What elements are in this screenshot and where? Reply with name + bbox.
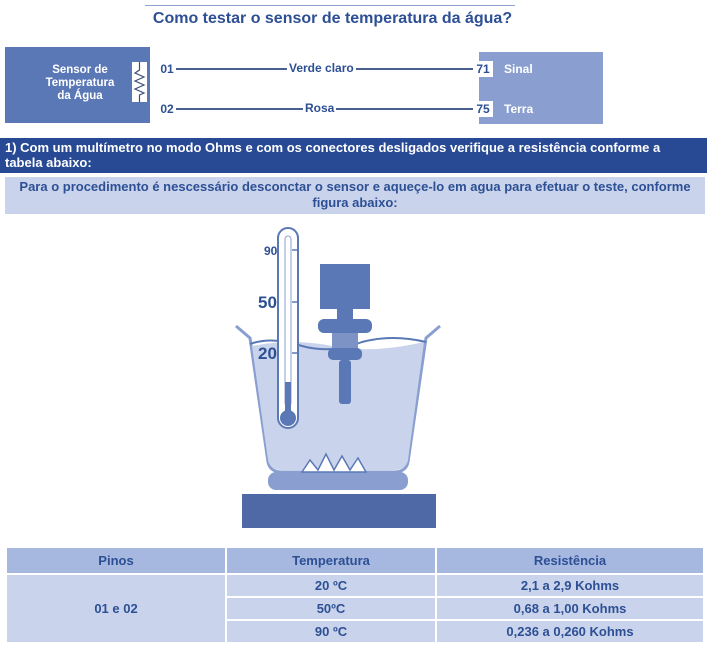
procedure-note: Para o procedimento é nescessário desconctar o sensor e aqueçe-lo em agua para efetuar o teste, conforme figura abaixo:: [5, 177, 705, 214]
thermometer-tick-50: 50: [258, 293, 277, 312]
sensor-label-line1: Sensor de: [52, 64, 108, 76]
resistance-table: [5, 548, 705, 642]
cell-pins: 01 e 02: [7, 573, 225, 642]
page-title: Como testar o sensor de temperatura da água?: [152, 10, 513, 27]
resistor-symbol-icon: [131, 61, 148, 103]
header-temperatura: Temperatura: [227, 548, 435, 573]
cell-temperature: 90 ºC: [227, 619, 435, 642]
title-rule: [145, 5, 515, 6]
header-pinos: Pinos: [7, 548, 225, 573]
ecu-pin-71: 71: [473, 61, 493, 77]
header-resistencia: Resistência: [437, 548, 703, 573]
heating-illustration: [232, 222, 442, 532]
thermometer-tick-90: 90: [264, 244, 278, 258]
thermometer-tick-20: 20: [258, 344, 277, 363]
cell-temperature: 20 ºC: [227, 573, 435, 596]
ecu-pin-75: 75: [473, 101, 493, 117]
sensor-label-line3: da Água: [57, 90, 103, 102]
ecu-box: [479, 52, 603, 124]
ecu-label-terra: Terra: [504, 102, 534, 116]
sensor-pin-02: 02: [157, 101, 177, 117]
table-header-row: [7, 548, 703, 573]
wire-label-verde-claro: Verde claro: [289, 61, 354, 75]
cell-temperature: 50ºC: [227, 596, 435, 619]
step-1-instruction: 1) Com um multímetro no modo Ohms e com os conectores desligados verifique a resistência conforme a tabela abaixo:: [0, 138, 707, 173]
cell-resistance: 0,68 a 1,00 Kohms: [437, 596, 703, 619]
sensor-label-line2: Temperatura: [45, 77, 115, 89]
cell-resistance: 2,1 a 2,9 Kohms: [437, 573, 703, 596]
ecu-label-sinal: Sinal: [504, 62, 533, 76]
table-row: [7, 573, 703, 596]
thermometer-icon: [278, 228, 298, 428]
sensor-pin-01: 01: [157, 61, 177, 77]
wire-label-rosa: Rosa: [305, 101, 335, 115]
cell-resistance: 0,236 a 0,260 Kohms: [437, 619, 703, 642]
sensor-label: [40, 64, 120, 103]
